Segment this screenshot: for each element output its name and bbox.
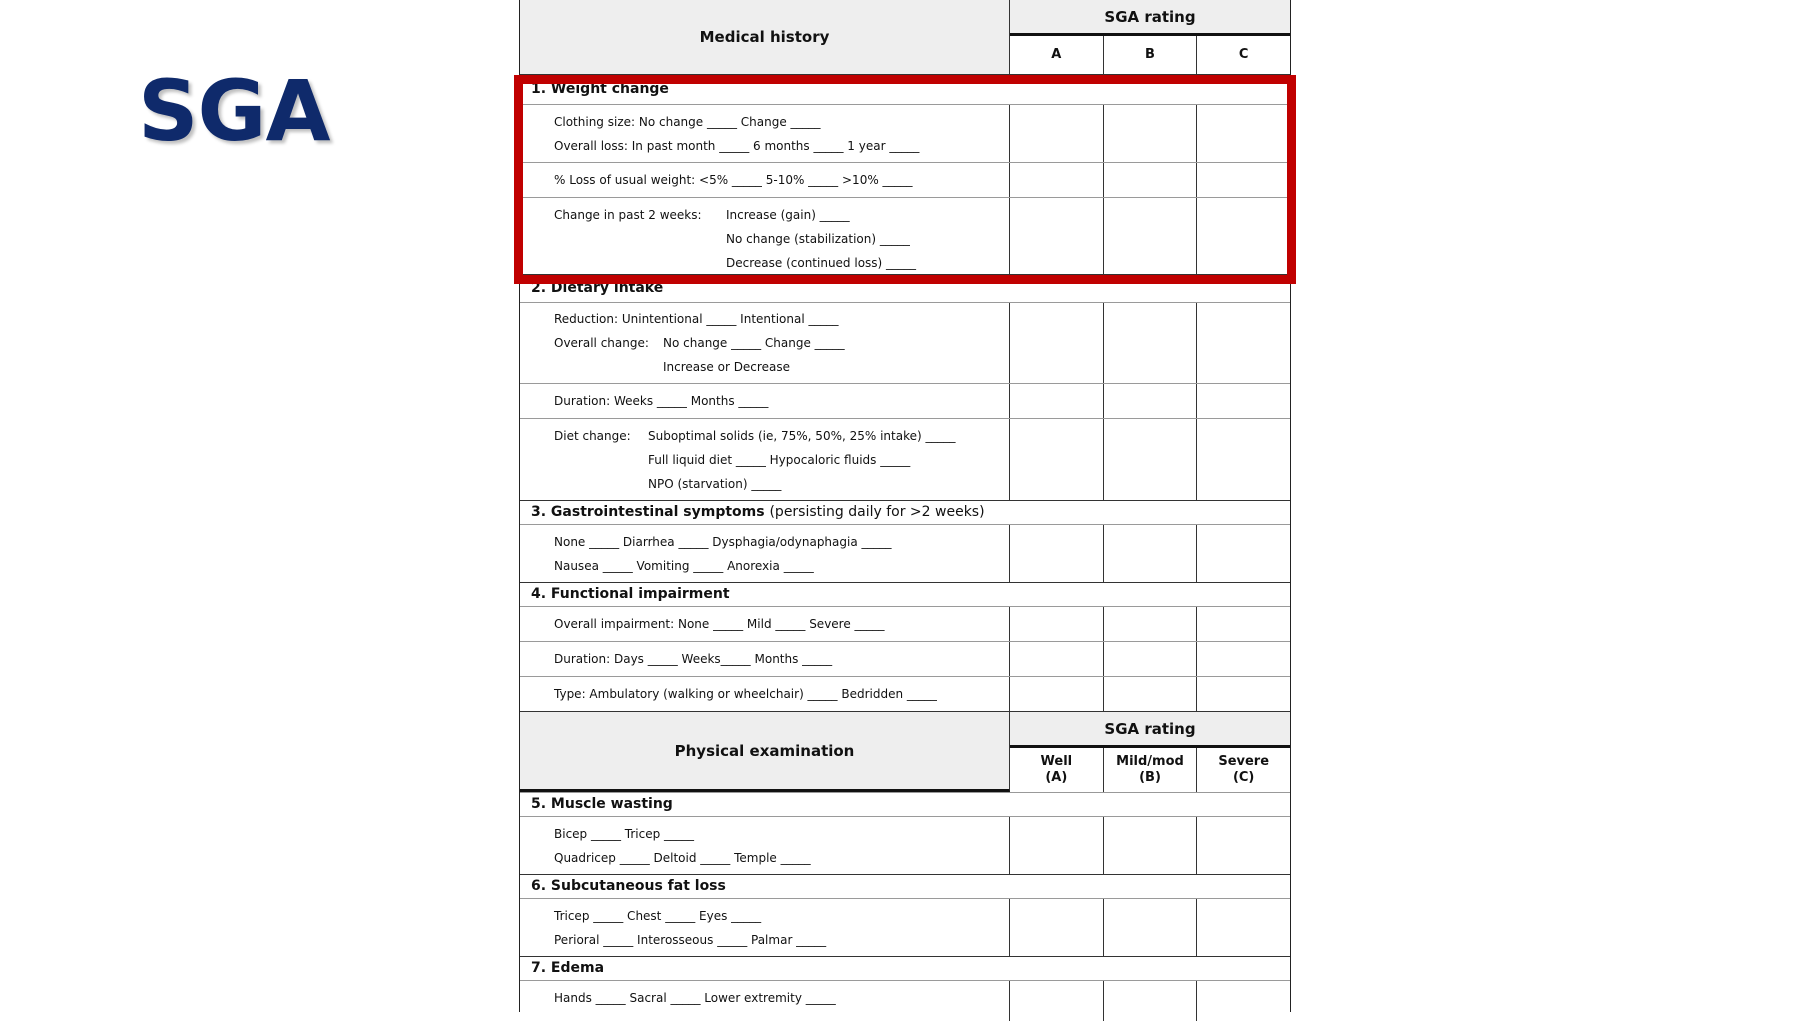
reduction-line: Reduction: Unintentional _____ Intentional _____: [554, 312, 839, 326]
table-row: [520, 163, 1290, 198]
rating-cell-c[interactable]: [1197, 525, 1290, 582]
rating-cell-a[interactable]: [1010, 677, 1104, 711]
rating-cell-c[interactable]: [1197, 677, 1290, 711]
rating-cell-a[interactable]: [1010, 198, 1104, 274]
clothing-size-line: Clothing size: No change _____ Change _____: [554, 115, 821, 129]
rating-cell-b[interactable]: [1104, 105, 1198, 162]
physical-exam-title: Physical examination: [520, 712, 1010, 792]
fat-line-1: Tricep _____ Chest _____ Eyes _____: [554, 909, 762, 923]
rating-cell-a[interactable]: [1010, 899, 1104, 956]
increase-line: Increase (gain) _____: [726, 208, 850, 222]
muscle-line-2: Quadricep _____ Deltoid _____ Temple _____: [554, 851, 811, 865]
physical-exam-header: [520, 712, 1290, 793]
sga-form-table: [519, 0, 1291, 1012]
section-weight-change-header: 1. Weight change: [520, 75, 1290, 105]
rating-cell-c[interactable]: [1197, 981, 1290, 1021]
rating-col-severe: Severe (C): [1218, 754, 1270, 785]
rating-cell-b[interactable]: [1104, 198, 1198, 274]
rating-cell-c[interactable]: [1197, 419, 1290, 500]
rating-col-mild-mod: Mild/mod (B): [1104, 748, 1198, 792]
sga-rating-title: SGA rating: [1010, 0, 1290, 36]
fat-line-2: Perioral _____ Interosseous _____ Palmar _____: [554, 933, 827, 947]
rating-cell-a[interactable]: [1010, 163, 1104, 197]
rating-cell-a[interactable]: [1010, 642, 1104, 676]
rating-cell-b[interactable]: [1104, 817, 1198, 874]
section-gi-symptoms-header: [520, 501, 1290, 525]
decrease-line: Decrease (continued loss) _____: [726, 256, 917, 270]
muscle-line-1: Bicep _____ Tricep _____: [554, 827, 695, 841]
rating-cell-b[interactable]: [1104, 419, 1198, 500]
impairment-duration-line: Duration: Days _____ Weeks_____ Months _____: [554, 652, 833, 666]
table-row: [520, 384, 1290, 419]
section-fat-loss-header: 6. Subcutaneous fat loss: [520, 875, 1290, 899]
overall-change-label: Overall change:: [554, 336, 649, 350]
pe-sga-rating-title: SGA rating: [1010, 712, 1290, 748]
rating-cell-b[interactable]: [1104, 677, 1198, 711]
rating-cell-a[interactable]: [1010, 303, 1104, 383]
rating-cell-b[interactable]: [1104, 303, 1198, 383]
percent-loss-line: % Loss of usual weight: <5% _____ 5-10% _____ >10% _____: [554, 173, 913, 187]
rating-cell-b[interactable]: [1104, 899, 1198, 956]
table-row: [520, 642, 1290, 677]
rating-cell-c[interactable]: [1197, 384, 1290, 418]
rating-cell-a[interactable]: [1010, 981, 1104, 1021]
impairment-type-line: Type: Ambulatory (walking or wheelchair) _____ Bedridden _____: [554, 687, 937, 701]
table-row: [520, 105, 1290, 163]
gi-title: 3. Gastrointestinal symptoms: [531, 504, 765, 520]
section-dietary-intake-header: 2. Dietary intake: [520, 275, 1290, 303]
section-functional-impairment-header: 4. Functional impairment: [520, 583, 1290, 607]
suboptimal-solids-line: Suboptimal solids (ie, 75%, 50%, 25% intake) _____: [648, 429, 956, 443]
table-row: [520, 198, 1290, 275]
medical-history-title: Medical history: [520, 0, 1010, 74]
rating-cell-c[interactable]: [1197, 163, 1290, 197]
liquid-diet-line: Full liquid diet _____ Hypocaloric fluids _____: [648, 453, 911, 467]
rating-cell-a[interactable]: [1010, 419, 1104, 500]
table-row: [520, 677, 1290, 712]
change-2-weeks-label: Change in past 2 weeks:: [554, 208, 702, 222]
sga-logo-title: SGA: [138, 62, 330, 160]
table-row: [520, 607, 1290, 642]
section-edema-header: 7. Edema: [520, 957, 1290, 981]
medical-history-header: [520, 0, 1290, 75]
rating-cell-b[interactable]: [1104, 163, 1198, 197]
rating-cell-b[interactable]: [1104, 642, 1198, 676]
rating-cell-b[interactable]: [1104, 525, 1198, 582]
rating-col-a: A: [1010, 36, 1104, 74]
table-row: [520, 419, 1290, 501]
rating-cell-c[interactable]: [1197, 105, 1290, 162]
rating-cell-c[interactable]: [1197, 607, 1290, 641]
rating-cell-c[interactable]: [1197, 198, 1290, 274]
gi-note: (persisting daily for >2 weeks): [769, 504, 985, 520]
rating-cell-c[interactable]: [1197, 899, 1290, 956]
rating-cell-c[interactable]: [1197, 303, 1290, 383]
rating-cell-a[interactable]: [1010, 525, 1104, 582]
rating-cell-a[interactable]: [1010, 607, 1104, 641]
section-muscle-wasting-header: 5. Muscle wasting: [520, 793, 1290, 817]
gi-line-1: None _____ Diarrhea _____ Dysphagia/odynaphagia _____: [554, 535, 892, 549]
rating-cell-a[interactable]: [1010, 384, 1104, 418]
duration-line: Duration: Weeks _____ Months _____: [554, 394, 769, 408]
rating-cell-b[interactable]: [1104, 607, 1198, 641]
npo-line: NPO (starvation) _____: [648, 477, 782, 491]
overall-change-line: No change _____ Change _____: [663, 336, 845, 350]
increase-decrease-line: Increase or Decrease: [663, 360, 790, 374]
rating-col-b: B: [1104, 36, 1198, 74]
table-row: [520, 981, 1290, 1021]
rating-col-well: Well (A): [1010, 748, 1104, 792]
gi-line-2: Nausea _____ Vomiting _____ Anorexia _____: [554, 559, 814, 573]
rating-cell-c[interactable]: [1197, 817, 1290, 874]
overall-impairment-line: Overall impairment: None _____ Mild _____ Severe _____: [554, 617, 885, 631]
no-change-line: No change (stabilization) _____: [726, 232, 910, 246]
rating-cell-b[interactable]: [1104, 384, 1198, 418]
rating-cell-a[interactable]: [1010, 105, 1104, 162]
table-row: [520, 525, 1290, 583]
overall-loss-line: Overall loss: In past month _____ 6 months _____ 1 year _____: [554, 139, 920, 153]
table-row: [520, 817, 1290, 875]
table-row: [520, 899, 1290, 957]
rating-col-c: C: [1238, 47, 1249, 62]
table-row: [520, 303, 1290, 384]
edema-line: Hands _____ Sacral _____ Lower extremity _____: [554, 991, 836, 1005]
rating-cell-c[interactable]: [1197, 642, 1290, 676]
rating-cell-b[interactable]: [1104, 981, 1198, 1021]
diet-change-label: Diet change:: [554, 429, 631, 443]
rating-cell-a[interactable]: [1010, 817, 1104, 874]
